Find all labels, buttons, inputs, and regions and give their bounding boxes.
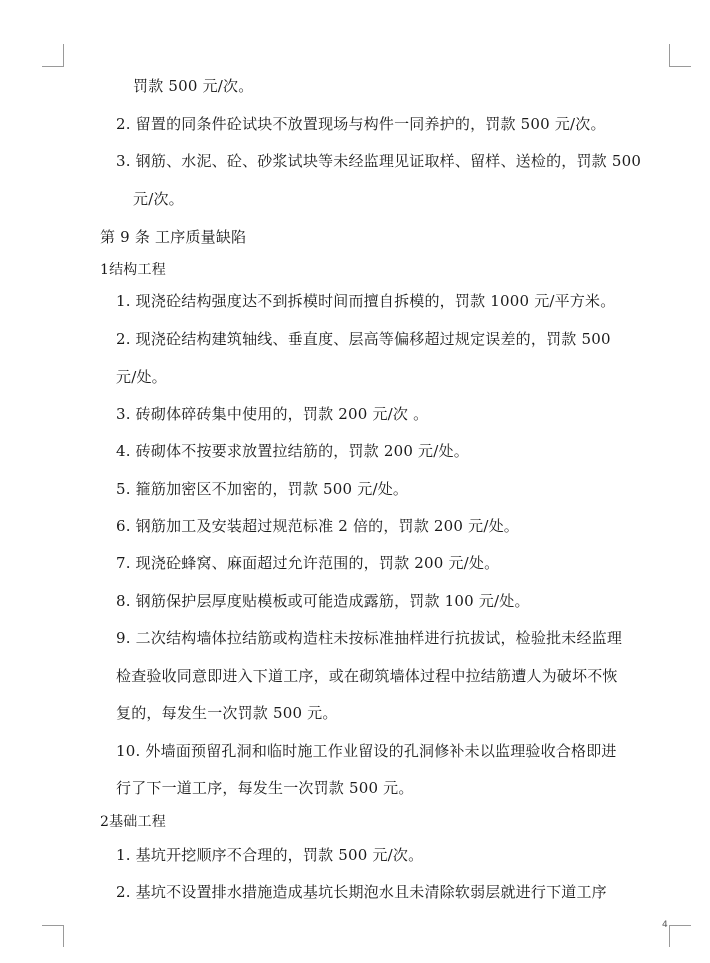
text-line: 行了下一道工序，每发生一次罚款 500 元。 bbox=[116, 779, 414, 797]
crop-mark-top-left-h bbox=[42, 66, 64, 67]
subsection-heading: 1结构工程 bbox=[100, 262, 166, 278]
section-heading: 第 9 条 工序质量缺陷 bbox=[100, 228, 247, 246]
text-line: 9. 二次结构墙体拉结筋或构造柱未按标准抽样进行抗拔试，检验批未经监理 bbox=[116, 629, 623, 647]
text-line: 复的，每发生一次罚款 500 元。 bbox=[116, 704, 338, 722]
text-line: 2. 现浇砼结构建筑轴线、垂直度、层高等偏移超过规定误差的，罚款 500 bbox=[116, 330, 611, 348]
text-line: 罚款 500 元/次。 bbox=[133, 77, 254, 95]
crop-mark-top-right-h bbox=[669, 66, 691, 67]
text-line: 元/次。 bbox=[133, 190, 184, 208]
crop-mark-top-left-v bbox=[63, 44, 64, 66]
text-line: 元/处。 bbox=[116, 368, 167, 386]
text-line: 检查验收同意即进入下道工序，或在砌筑墙体过程中拉结筋遭人为破坏不恢 bbox=[116, 667, 618, 685]
text-line: 3. 钢筋、水泥、砼、砂浆试块等未经监理见证取样、留样、送检的，罚款 500 bbox=[116, 152, 642, 170]
text-line: 7. 现浇砼蜂窝、麻面超过允许范围的，罚款 200 元/处。 bbox=[116, 554, 500, 572]
text-line: 3. 砖砌体碎砖集中使用的，罚款 200 元/次 。 bbox=[116, 405, 429, 423]
text-line: 1. 现浇砼结构强度达不到拆模时间而擅自拆模的，罚款 1000 元/平方米。 bbox=[116, 292, 616, 310]
text-line: 6. 钢筋加工及安装超过规范标准 2 倍的，罚款 200 元/处。 bbox=[116, 517, 519, 535]
crop-mark-bottom-right-v bbox=[669, 925, 670, 947]
text-line: 5. 箍筋加密区不加密的，罚款 500 元/处。 bbox=[116, 480, 409, 498]
text-line: 2. 留置的同条件砼试块不放置现场与构件一同养护的，罚款 500 元/次。 bbox=[116, 115, 606, 133]
text-line: 8. 钢筋保护层厚度贴模板或可能造成露筋，罚款 100 元/处。 bbox=[116, 592, 530, 610]
crop-mark-bottom-left-h bbox=[42, 925, 64, 926]
subsection-heading: 2基础工程 bbox=[100, 814, 166, 830]
text-line: 4. 砖砌体不按要求放置拉结筋的，罚款 200 元/处。 bbox=[116, 442, 469, 460]
page-number: 4 bbox=[662, 920, 668, 930]
text-line: 10. 外墙面预留孔洞和临时施工作业留设的孔洞修补未以监理验收合格即进 bbox=[116, 742, 617, 760]
crop-mark-top-right-v bbox=[669, 44, 670, 66]
text-line: 2. 基坑不设置排水措施造成基坑长期泡水且未清除软弱层就进行下道工序 bbox=[116, 883, 607, 901]
text-line: 1. 基坑开挖顺序不合理的，罚款 500 元/次。 bbox=[116, 846, 424, 864]
crop-mark-bottom-right-h bbox=[669, 925, 691, 926]
crop-mark-bottom-left-v bbox=[63, 925, 64, 947]
